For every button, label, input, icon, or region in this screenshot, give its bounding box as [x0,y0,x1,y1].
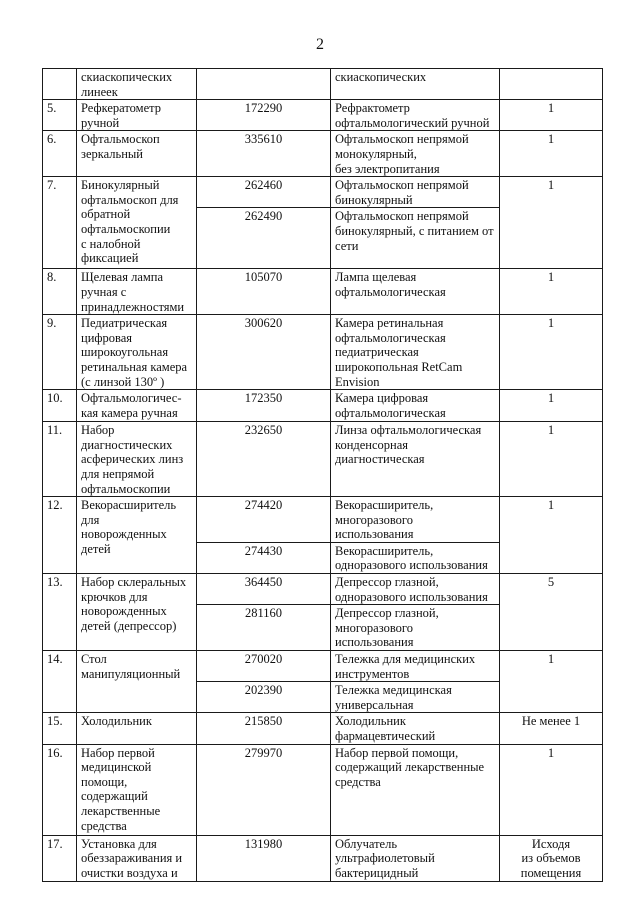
item-code-cell [197,69,331,100]
item-code-cell: 172350 [197,390,331,422]
item-number-cell: 12. [43,497,77,574]
item-number-cell: 10. [43,390,77,422]
table-row [43,69,603,100]
item-number-cell: 17. [43,835,77,881]
item-description-cell: Камера цифровая офтальмологическая [331,390,500,422]
item-code-cell: 202390 [197,682,331,713]
item-code-cell: 131980 [197,835,331,881]
item-number-cell: 6. [43,131,77,177]
item-quantity-cell: 5 [500,574,603,651]
item-quantity-cell: 1 [500,315,603,390]
item-quantity-cell: 1 [500,131,603,177]
item-quantity-cell: 1 [500,100,603,131]
item-name-cell: Офтальмоскоп зеркальный [77,131,197,177]
item-description-cell: Депрессор глазной, одноразового использования [331,574,500,605]
table-row [43,497,603,543]
item-number-cell: 8. [43,269,77,315]
item-description-cell: Тележка для медицинских инструментов [331,651,500,682]
item-quantity-cell: 1 [500,177,603,269]
item-quantity-cell: Исходя из объемов помещения [500,835,603,881]
item-code-cell: 270020 [197,651,331,682]
item-quantity-cell: Не менее 1 [500,713,603,744]
item-name-cell: Набор склеральных крючков для новорожденных детей (депрессор) [77,574,197,651]
item-name-cell: Рефкератометр ручной [77,100,197,131]
table-row [43,651,603,682]
item-quantity-cell: 1 [500,390,603,422]
item-number-cell: 11. [43,422,77,497]
item-description-cell: Векорасширитель, многоразового использования [331,497,500,543]
item-code-cell: 172290 [197,100,331,131]
item-name-cell: скиаскопических линеек [77,69,197,100]
table-row [43,744,603,835]
item-description-cell: Депрессор глазной, многоразового использования [331,605,500,651]
item-code-cell: 364450 [197,574,331,605]
item-number-cell: 14. [43,651,77,713]
table-row [43,422,603,497]
item-name-cell: Щелевая лампа ручная с принадлежностями [77,269,197,315]
item-number-cell: 13. [43,574,77,651]
item-code-cell: 262490 [197,208,331,269]
item-quantity-cell: 1 [500,422,603,497]
item-number-cell [43,69,77,100]
item-name-cell: Стол манипуляционный [77,651,197,713]
item-number-cell: 7. [43,177,77,269]
item-description-cell: скиаскопических [331,69,500,100]
item-description-cell: Камера ретинальная офтальмологическая педиатрическая широкопольная RetCam Envision [331,315,500,390]
item-description-cell: Векорасширитель, одноразового использования [331,542,500,573]
table-row [43,835,603,881]
table-row [43,390,603,422]
equipment-table-body [43,69,603,882]
item-name-cell: Офтальмологичес- кая камера ручная [77,390,197,422]
item-name-cell: Педиатрическая цифровая широкоугольная ретинальная камера (с линзой 130º ) [77,315,197,390]
page-number: 2 [316,36,324,53]
item-name-cell: Набор диагностических асферических линз для непрямой офтальмоскопии [77,422,197,497]
equipment-table [42,68,603,882]
table-row [43,574,603,605]
table-row [43,315,603,390]
item-description-cell: Тележка медицинская универсальная [331,682,500,713]
item-description-cell: Офтальмоскоп непрямой монокулярный, без электропитания [331,131,500,177]
item-number-cell: 15. [43,713,77,744]
item-code-cell: 281160 [197,605,331,651]
item-number-cell: 9. [43,315,77,390]
table-row [43,100,603,131]
item-code-cell: 274430 [197,542,331,573]
item-quantity-cell: 1 [500,497,603,574]
item-code-cell: 105070 [197,269,331,315]
item-name-cell: Векорасширитель для новорожденных детей [77,497,197,574]
item-quantity-cell: 1 [500,651,603,713]
item-code-cell: 262460 [197,177,331,208]
table-row [43,177,603,208]
item-description-cell: Офтальмоскоп непрямой бинокулярный [331,177,500,208]
item-name-cell: Установка для обеззараживания и очистки воздуха и [77,835,197,881]
item-quantity-cell: 1 [500,269,603,315]
item-code-cell: 274420 [197,497,331,543]
table-row [43,131,603,177]
item-quantity-cell [500,69,603,100]
item-name-cell: Набор первой медицинской помощи, содержащий лекарственные средства [77,744,197,835]
item-number-cell: 16. [43,744,77,835]
item-code-cell: 279970 [197,744,331,835]
item-description-cell: Офтальмоскоп непрямой бинокулярный, с питанием от сети [331,208,500,269]
item-description-cell: Облучатель ультрафиолетовый бактерицидный [331,835,500,881]
item-description-cell: Набор первой помощи, содержащий лекарственные средства [331,744,500,835]
item-code-cell: 232650 [197,422,331,497]
item-name-cell: Холодильник [77,713,197,744]
item-number-cell: 5. [43,100,77,131]
item-code-cell: 335610 [197,131,331,177]
table-row [43,269,603,315]
item-code-cell: 215850 [197,713,331,744]
item-code-cell: 300620 [197,315,331,390]
item-description-cell: Лампа щелевая офтальмологическая [331,269,500,315]
item-description-cell: Холодильник фармацевтический [331,713,500,744]
item-description-cell: Рефрактометр офтальмологический ручной [331,100,500,131]
item-description-cell: Линза офтальмологическая конденсорная диагностическая [331,422,500,497]
item-quantity-cell: 1 [500,744,603,835]
table-row [43,713,603,744]
item-name-cell: Бинокулярный офтальмоскоп для обратной офтальмоскопии с налобной фиксацией [77,177,197,269]
